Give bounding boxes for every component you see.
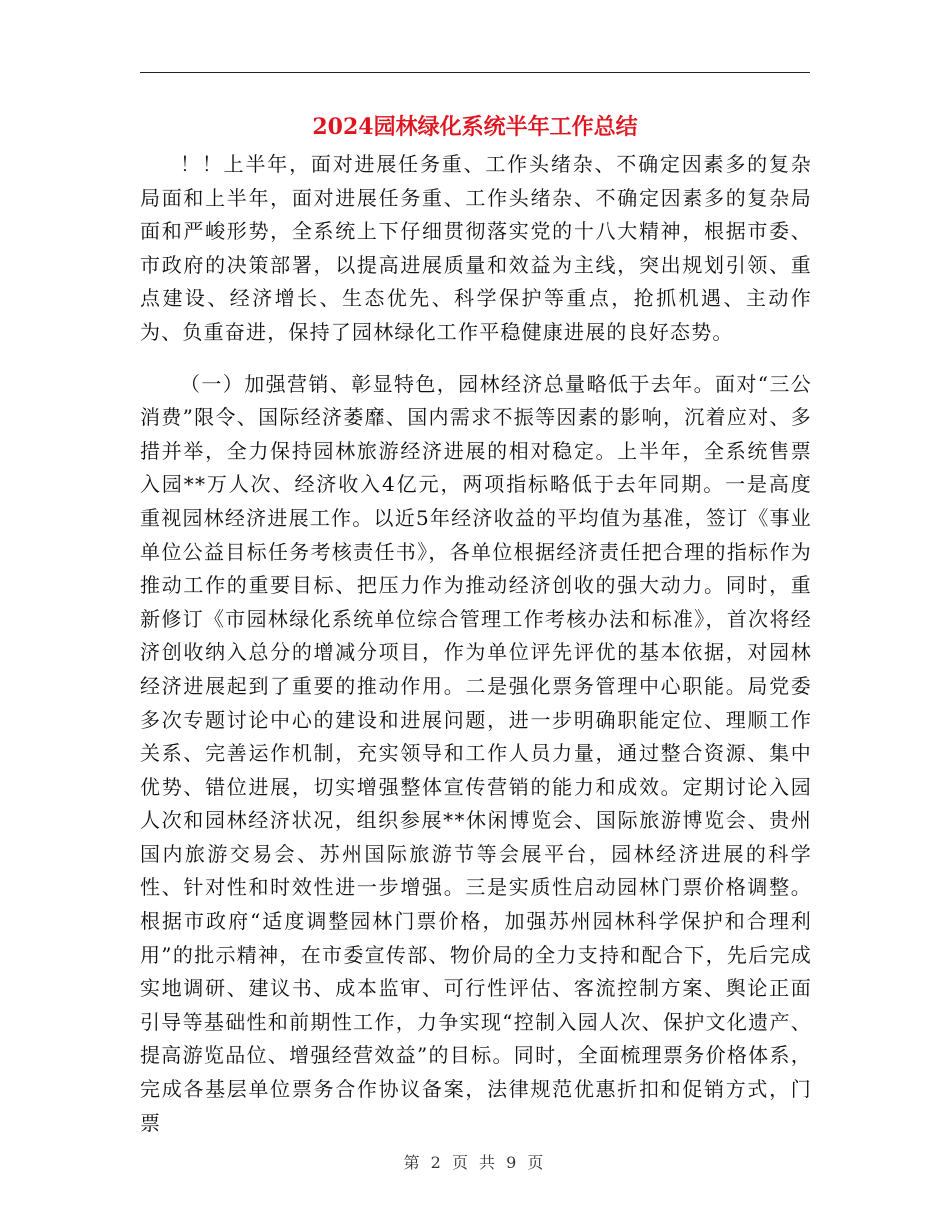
document-title: 2024园林绿化系统半年工作总结 (312, 114, 638, 140)
page-number: 第 2 页 共 9 页 (403, 1153, 547, 1172)
header-rule (140, 72, 810, 73)
paragraph-section-1: （一）加强营销、彰显特色，园林经济总量略低于去年。面对“三公消费”限令、国际经济萎靡、国内需求不振等因素的影响，沉着应对、多措并举，全力保持园林旅游经济进展的相对稳定。上半年，全系统售票入园**万人次、经济收入4亿元，两项指标略低于去年同期。一是高度重视园林经济进展工作。以近5年经济收益的平均值为基准，签订《事业单位公益目标任务考核责任书》，各单位根据经济责任把合理的指标作为推动工作的重要目标、把压力作为推动经济创收的强大动力。同时，重新修订《市园林绿化系统单位综合管理工作考核办法和标准》，首次将经济创收纳入总分的增减分项目，作为单位评先评优的基本依据，对园林经济进展起到了重要的推动作用。二是强化票务管理中心职能。局党委多次专题讨论中心的建设和进展问题，进一步明确职能定位、理顺工作关系、完善运作机制，充实领导和工作人员力量，通过整合资源、集中优势、错位进展，切实增强整体宣传营销的能力和成效。定期讨论入园人次和园林经济状况，组织参展**休闲博览会、国际旅游博览会、贵州国内旅游交易会、苏州国际旅游节等会展平台，园林经济进展的科学性、针对性和时效性进一步增强。三是实质性启动园林门票价格调整。根据市政府“适度调整园林门票价格，加强苏州园林科学保护和合理利用”的批示精神，在市委宣传部、物价局的全力支持和配合下，先后完成实地调研、建议书、成本监审、可行性评估、客流控制方案、舆论正面引导等基础性和前期性工作，力争实现“控制入园人次、保护文化遗产、提高游览品位、增强经营效益”的目标。同时，全面梳理票务价格体系，完成各基层单位票务合作协议备案，法律规范优惠折扣和促销方式，门票 (140, 371, 812, 1135)
document-body (140, 148, 812, 1140)
paragraph-intro: ！！上半年，面对进展任务重、工作头绪杂、不确定因素多的复杂局面和上半年，面对进展任务重、工作头绪杂、不确定因素多的复杂局面和严峻形势，全系统上下仔细贯彻落实党的十八大精神，根据市委、市政府的决策部署，以提高进展质量和效益为主线，突出规划引领、重点建设、经济增长、生态优先、科学保护等重点，抢抓机遇、主动作为、负重奋进，保持了园林绿化工作平稳健康进展的良好态势。 (140, 152, 812, 344)
